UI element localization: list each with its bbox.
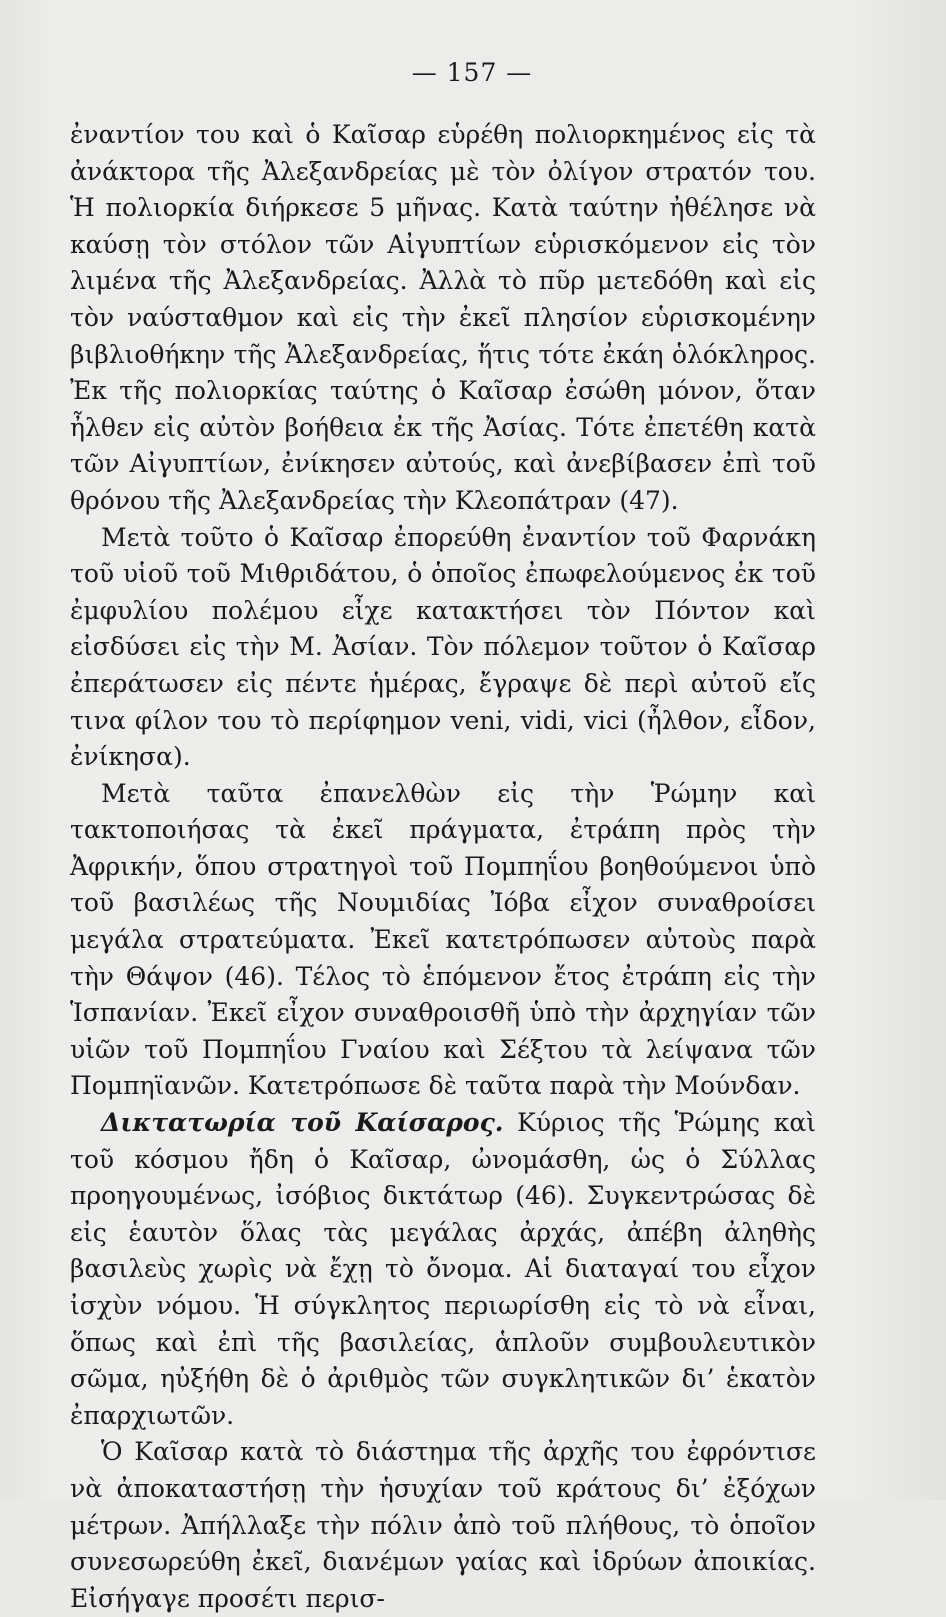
paragraph-2: Μετὰ τοῦτο ὁ Καῖσαρ ἐπορεύθη ἐναντίον τοῦ Φαρνάκη τοῦ υἱοῦ τοῦ Μιθριδάτου, ὁ ὁποῖος ἐπωφελούμενος ἐκ τοῦ ἐμφυλίου πολέμου εἶχε κατακτήσει τὸν Πόντον καὶ εἰσδύσει εἰς τὴν Μ. Ἀσίαν. Τὸν πόλεμον τοῦτον ὁ Καῖσαρ ἐπεράτωσεν εἰς πέντε ἡμέρας, ἔγραψε δὲ περὶ αὐτοῦ εἴς τινα φίλον του τὸ περίφημον veni, vidi, vici (ἦλθον, εἶδον, ἐνίκησα). — [70, 522, 816, 772]
paragraph-1: ἐναντίον του καὶ ὁ Καῖσαρ εὑρέθη πολιορκημένος εἰς τὰ ἀνάκτορα τῆς Ἀλεξανδρείας μὲ τὸν ὀλίγον στρατόν του. Ἡ πολιορκία διήρκεσε 5 μῆνας. Κατὰ ταύτην ἠθέλησε νὰ καύσῃ τὸν στόλον τῶν Αἰγυπτίων εὑρισκόμενον εἰς τὸν λιμένα τῆς Ἀλεξανδρείας. Ἀλλὰ τὸ πῦρ μετεδόθη καὶ εἰς τὸν ναύσταθμον καὶ εἰς τὴν ἐκεῖ πλησίον εὑρισκομένην βιβλιοθήκην τῆς Ἀλεξανδρείας, ἥτις τότε ἐκάη ὁλόκληρος. Ἐκ τῆς πολιορκίας ταύτης ὁ Καῖσαρ ἐσώθη μόνον, ὅταν ἦλθεν εἰς αὐτὸν βοήθεια ἐκ τῆς Ἀσίας. Τότε ἐπετέθη κατὰ τῶν Αἰγυπτίων, ἐνίκησεν αὐτούς, καὶ ἀνεβίβασεν ἐπὶ τοῦ θρόνου τῆς Ἀλεξανδρείας τὴν Κλεοπάτραν (47). — [70, 120, 816, 515]
paragraph-3: Μετὰ ταῦτα ἐπανελθὼν εἰς τὴν Ῥώμην καὶ τακτοποιήσας τὰ ἐκεῖ πράγματα, ἐτράπη πρὸς τὴν Ἀφρικήν, ὅπου στρατηγοὶ τοῦ Πομπηΐου βοηθούμενοι ὑπὸ τοῦ βασιλέως τῆς Νουμιδίας Ἰόβα εἶχον συναθροίσει μεγάλα στρατεύματα. Ἐκεῖ κατετρόπωσεν αὐτοὺς παρὰ τὴν Θάψον (46). Τέλος τὸ ἑπόμενον ἔτος ἐτράπη εἰς τὴν Ἱσπανίαν. Ἐκεῖ εἶχον συναθροισθῆ ὑπὸ τὴν ἀρχηγίαν τῶν υἱῶν τοῦ Πομπηΐου Γναίου καὶ Σέξτου τὰ λείψανα τῶν Πομπηϊανῶν. Κατετρόπωσε δὲ ταῦτα παρὰ τὴν Μούνδαν. — [70, 778, 816, 1101]
section-heading: Δικτατωρία τοῦ Καίσαρος. — [101, 1108, 504, 1138]
paragraph-5: Ὁ Καῖσαρ κατὰ τὸ διάστημα τῆς ἀρχῆς του ἐφρόντισε νὰ ἀποκαταστήσῃ τὴν ἡσυχίαν τοῦ κράτους δι’ ἐξόχων μέτρων. Ἀπήλλαξε τὴν πόλιν ἀπὸ τοῦ πλήθους, τὸ ὁποῖον συνεσωρεύθη ἐκεῖ, διανέμων γαίας καὶ ἱδρύων ἀποικίας. Εἰσήγαγε προσέτι περισ- — [70, 1437, 816, 1613]
paragraph-4-text: Κύριος τῆς Ῥώμης καὶ τοῦ κόσμου ἤδη ὁ Καῖσαρ, ὠνομάσθη, ὡς ὁ Σύλλας προηγουμένως, ἰσόβιος δικτάτωρ (46). Συγκεντρώσας δὲ εἰς ἑαυτὸν ὅλας τὰς μεγάλας ἀρχάς, ἀπέβη ἀληθὴς βασιλεὺς χωρὶς νὰ ἔχῃ τὸ ὄνομα. Αἱ διαταγαί του εἶχον ἰσχὺν νόμου. Ἡ σύγκλητος περιωρίσθη εἰς τὸ νὰ εἶναι, ὅπως καὶ ἐπὶ τῆς βασιλείας, ἁπλοῦν συμβουλευτικὸν σῶμα, ηὐξήθη δὲ ὁ ἀριθμὸς τῶν συγκλητικῶν δι’ ἑκατὸν ἐπαρχιωτῶν. — [70, 1108, 816, 1430]
paragraph-4 — [70, 1105, 816, 1434]
page-number: — 157 — — [411, 58, 533, 87]
page-body — [70, 117, 816, 1617]
